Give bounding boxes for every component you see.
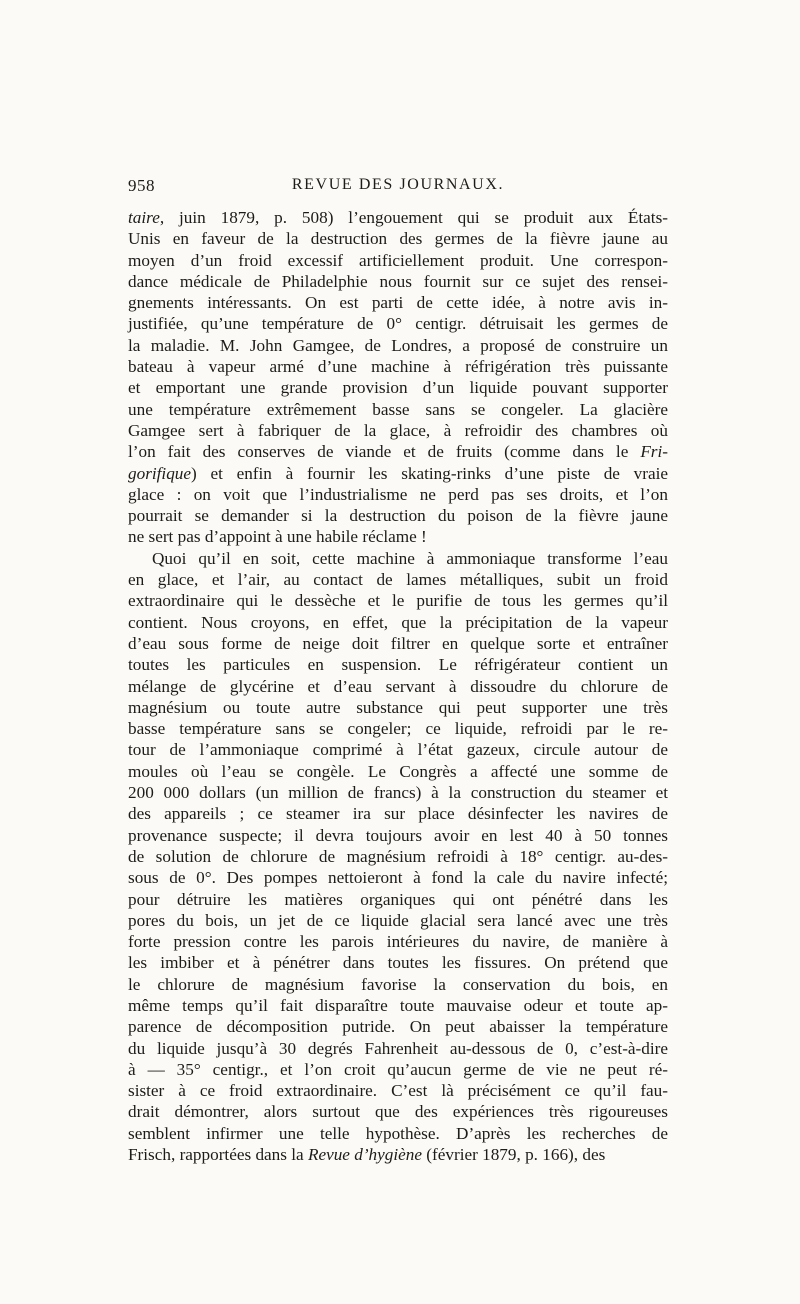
text-run: et emportant une grande provision d’un liquide pouvant supporter: [128, 378, 668, 398]
paragraph: [128, 207, 668, 548]
text-line: [128, 761, 668, 782]
text-run: extraordinaire qui le dessèche et le purifie de tous les germes qu’il: [128, 591, 668, 611]
text-line: [128, 846, 668, 867]
text-line: [128, 548, 668, 569]
page-number: 958: [128, 176, 155, 195]
text-line: [128, 207, 668, 228]
text-run: à — 35° centigr., et l’on croit qu’aucun germe de vie ne peut ré-: [128, 1059, 668, 1079]
text-run: bateau à vapeur armé d’une machine à réfrigération très puissante: [128, 357, 668, 377]
text-line: [128, 803, 668, 824]
italic-text: Fri-: [640, 442, 668, 462]
text-line: [128, 271, 668, 292]
text-run: Unis en faveur de la destruction des germes de la fièvre jaune au: [128, 229, 668, 249]
text-line: [128, 654, 668, 675]
journal-title: REVUE DES JOURNAUX.: [291, 176, 505, 193]
text-line: [128, 569, 668, 590]
text-run: , juin 1879, p. 508) l’engouement qui se produit aux États-: [159, 208, 668, 227]
text-run: en glace, et l’air, au contact de lames métalliques, subit un froid: [128, 570, 668, 590]
text-run: moules où l’eau se congèle. Le Congrès a affecté une somme de: [128, 761, 668, 781]
text-run: ) et enfin à fournir les skating-rinks d’une piste de vraie: [191, 463, 668, 483]
text-run: toutes les particules en suspension. Le réfrigérateur contient un: [128, 655, 668, 675]
text-line: [128, 292, 668, 313]
text-run: le chlorure de magnésium favorise la conservation du bois, en: [128, 974, 668, 994]
text-line: [128, 335, 668, 356]
text-line: [128, 1080, 668, 1101]
text-run: glace : on voit que l’industrialisme ne perd pas ses droits, et l’on: [128, 484, 668, 504]
text-line: [128, 782, 668, 803]
text-run: gnements intéressants. On est parti de cette idée, à notre avis in-: [128, 293, 668, 313]
text-line: [128, 505, 668, 526]
text-line: [128, 1123, 668, 1144]
text-run: sister à ce froid extraordinaire. C’est là précisément ce qu’il fau-: [128, 1081, 668, 1101]
text-line: [128, 228, 668, 249]
text-run: l’on fait des conserves de viande et de fruits (comme dans le: [128, 442, 641, 462]
text-run: pourrait se demander si la destruction du poison de la fièvre jaune: [128, 506, 668, 526]
text-line: [128, 399, 668, 420]
text-line: [128, 484, 668, 505]
text-run: ne sert pas d’appoint à une habile réclame !: [128, 527, 427, 547]
text-line: [128, 931, 668, 952]
running-head: [128, 176, 668, 200]
text-line: [128, 420, 668, 441]
text-run: la maladie. M. John Gamgee, de Londres, a proposé de construire un: [128, 335, 668, 355]
text-line: [128, 1101, 668, 1122]
text-line: [128, 1059, 668, 1080]
text-run: d’eau sous forme de neige doit filtrer en quelque sorte et entraîner: [128, 633, 668, 653]
text-line: [128, 250, 668, 271]
text-line: [128, 356, 668, 377]
text-line: [128, 952, 668, 973]
text-run: parence de décomposition putride. On peut abaisser la température: [128, 1017, 668, 1037]
text-run: même temps qu’il fait disparaître toute mauvaise odeur et toute ap-: [128, 995, 668, 1015]
text-line: [128, 526, 668, 547]
text-run: forte pression contre les parois intérieures du navire, de manière à: [128, 932, 668, 952]
text-line: [128, 1038, 668, 1059]
text-line: [128, 441, 668, 462]
text-line: [128, 633, 668, 654]
text-run: des appareils ; ce steamer ira sur place désinfecter les navires de: [128, 804, 668, 824]
text-run: dance médicale de Philadelphie nous fournit sur ce sujet des rensei-: [128, 271, 668, 291]
text-line: [128, 463, 668, 484]
text-run: pores du bois, un jet de ce liquide glacial sera lancé avec une très: [128, 910, 668, 930]
text-run: une température extrêmement basse sans se congeler. La glacière: [128, 399, 668, 419]
text-run: provenance suspecte; il devra toujours avoir en lest 40 à 50 tonnes: [128, 825, 668, 845]
text-run: magnésium ou toute autre substance qui peut supporter une très: [128, 697, 668, 717]
text-line: [128, 825, 668, 846]
italic-text: Revue d’hygiène: [307, 1145, 422, 1165]
text-line: [128, 1144, 668, 1165]
text-run: (février 1879, p. 166), des: [422, 1145, 606, 1165]
text-line: [128, 995, 668, 1016]
text-run: mélange de glycérine et d’eau servant à dissoudre du chlorure de: [128, 676, 668, 696]
italic-text: gorifique: [128, 463, 192, 483]
text-run: basse température sans se congeler; ce liquide, refroidi par le re-: [128, 719, 668, 739]
text-line: [128, 612, 668, 633]
text-line: [128, 889, 668, 910]
text-run: semblent infirmer une telle hypothèse. D’après les recherches de: [128, 1123, 668, 1143]
text-run: pour détruire les matières organiques qui ont pénétré dans les: [128, 889, 668, 909]
text-line: [128, 1016, 668, 1037]
italic-text: taire: [128, 208, 160, 227]
text-run: contient. Nous croyons, en effet, que la précipitation de la vapeur: [128, 612, 668, 632]
text-line: [128, 377, 668, 398]
text-line: [128, 590, 668, 611]
text-run: de solution de chlorure de magnésium refroidi à 18° centigr. au-des-: [128, 846, 668, 866]
article-body: [128, 207, 668, 1165]
text-run: Gamgee sert à fabriquer de la glace, à refroidir des chambres où: [128, 420, 668, 440]
text-line: [128, 676, 668, 697]
text-line: [128, 313, 668, 334]
text-run: du liquide jusqu’à 30 degrés Fahrenheit au-dessous de 0, c’est-à-dire: [128, 1038, 668, 1058]
text-run: 200 000 dollars (un million de francs) à la construction du steamer et: [128, 783, 668, 803]
text-line: [128, 718, 668, 739]
text-run: tour de l’ammoniaque comprimé à l’état gazeux, circule autour de: [128, 740, 668, 760]
text-run: drait démontrer, alors surtout que des expériences très rigoureuses: [128, 1102, 668, 1122]
paragraph: [128, 548, 668, 1166]
text-run: Frisch, rapportées dans la: [128, 1145, 308, 1165]
text-run: sous de 0°. Des pompes nettoieront à fond la cale du navire infecté;: [128, 868, 668, 888]
text-line: [128, 739, 668, 760]
text-run: moyen d’un froid excessif artificiellement produit. Une correspon-: [128, 250, 668, 270]
text-run: justifiée, qu’une température de 0° centigr. détruisait les germes de: [128, 314, 668, 334]
text-line: [128, 697, 668, 718]
text-run: les imbiber et à pénétrer dans toutes les fissures. On prétend que: [128, 953, 668, 973]
text-run: Quoi qu’il en soit, cette machine à ammoniaque transforme l’eau: [152, 548, 668, 568]
text-line: [128, 910, 668, 931]
text-line: [128, 974, 668, 995]
text-line: [128, 867, 668, 888]
